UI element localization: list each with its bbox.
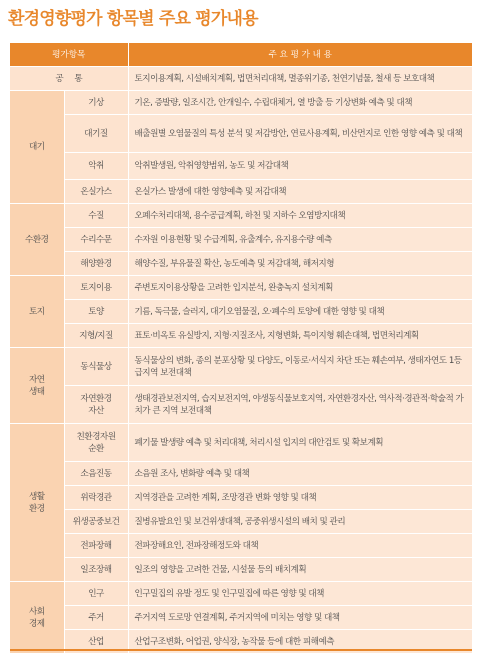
table-row <box>10 534 472 558</box>
content-cell: 질병유발요인 및 보건위생대책, 공중위생시설의 배치 및 관리 <box>128 510 472 534</box>
table-row <box>10 462 472 486</box>
table-row <box>10 115 472 153</box>
header-evaluation-item: 평가항목 <box>10 43 128 67</box>
common-content: 토지이용계획, 시설배치계획, 법면처리대책, 멸종위기종, 천연기념물, 철새 등 보호대책 <box>128 67 472 91</box>
table-row <box>10 582 472 606</box>
table-row <box>10 486 472 510</box>
table-row <box>10 386 472 424</box>
content-cell: 폐기물 발생량 예측 및 처리대책, 처리시설 입지의 대안검토 및 확보계획 <box>128 424 472 462</box>
content-cell: 동식물상의 변화, 종의 분포상황 및 다양도, 이동로·서식지 차단 또는 훼손여부, 생태자연도 1등급지역 보전대책 <box>128 348 472 386</box>
content-cell: 수자원 이용현황 및 수급계획, 유출계수, 유지용수량 예측 <box>128 228 472 252</box>
page-title: 환경영향평가 항목별 주요 평가내용 <box>8 9 258 29</box>
item-cell: 온실가스 <box>64 180 128 204</box>
content-cell: 악취발생원, 악취영향범위, 농도 및 저감대책 <box>128 153 472 180</box>
content-cell: 온실가스 발생에 대한 영향예측 및 저감대책 <box>128 180 472 204</box>
category-cell: 토지 <box>10 276 64 348</box>
header-main-content: 주 요 평 가 내 용 <box>128 43 472 67</box>
content-cell: 생태경관보전지역, 습지보전지역, 야생동식물보호지역, 자연환경자산, 역사적·경관적·학술적 가치가 큰 지역 보전대책 <box>128 386 472 424</box>
table-header-row <box>10 43 472 67</box>
content-cell: 해양수질, 부유물질 확산, 농도예측 및 저감대책, 해저지형 <box>128 252 472 276</box>
content-cell: 주변토지이용상황을 고려한 입지분석, 완충녹지 설치계획 <box>128 276 472 300</box>
content-cell: 오폐수처리대책, 용수공급계획, 하천 및 지하수 오염방지대책 <box>128 204 472 228</box>
table-row <box>10 204 472 228</box>
category-cell: 사회 경제 <box>10 582 64 654</box>
item-cell: 위생공중보건 <box>64 510 128 534</box>
item-cell: 자연환경 자산 <box>64 386 128 424</box>
category-cell: 수환경 <box>10 204 64 276</box>
common-label: 공 통 <box>10 67 128 91</box>
item-cell: 산업 <box>64 630 128 654</box>
content-cell: 주거지역 도로망 연결계획, 주거지역에 미치는 영향 및 대책 <box>128 606 472 630</box>
table-row <box>10 228 472 252</box>
content-cell: 지역경관을 고려한 계획, 조망경관 변화 영향 및 대책 <box>128 486 472 510</box>
table-row <box>10 276 472 300</box>
item-cell: 토양 <box>64 300 128 324</box>
category-cell: 생활 환경 <box>10 424 64 582</box>
item-cell: 일조장해 <box>64 558 128 582</box>
category-cell: 자연 생태 <box>10 348 64 424</box>
evaluation-table <box>10 43 472 654</box>
item-cell: 대기질 <box>64 115 128 153</box>
table-row <box>10 424 472 462</box>
item-cell: 수질 <box>64 204 128 228</box>
item-cell: 해양환경 <box>64 252 128 276</box>
table-row <box>10 153 472 180</box>
item-cell: 소음진동 <box>64 462 128 486</box>
table-row <box>10 510 472 534</box>
table-row <box>10 300 472 324</box>
table-row <box>10 324 472 348</box>
content-cell: 기온, 증발량, 일조시간, 안개일수, 수립대체거, 열 방출 등 기상변화 예측 및 대책 <box>128 91 472 115</box>
table-row-common <box>10 67 472 91</box>
content-cell: 배출원별 오염물질의 특성 분석 및 저감방안, 연료사용계획, 비산먼지로 인한 영향 예측 및 대책 <box>128 115 472 153</box>
table-row <box>10 348 472 386</box>
content-cell: 기름, 독극물, 슬러지, 대기오염물질, 오·폐수의 토양에 대한 영향 및 대책 <box>128 300 472 324</box>
item-cell: 위락경관 <box>64 486 128 510</box>
content-cell: 산업구조변화, 어업권, 양식장, 농작물 등에 대한 피해예측 <box>128 630 472 654</box>
item-cell: 악취 <box>64 153 128 180</box>
content-cell: 표토·비옥토 유실방지, 지형·지질조사, 지형변화, 특이지형 훼손대책, 법면처리계획 <box>128 324 472 348</box>
item-cell: 동식물상 <box>64 348 128 386</box>
item-cell: 주거 <box>64 606 128 630</box>
bottom-rule <box>10 649 472 651</box>
table-row <box>10 606 472 630</box>
item-cell: 전파장해 <box>64 534 128 558</box>
item-cell: 지형/지질 <box>64 324 128 348</box>
table-row <box>10 180 472 204</box>
table-row <box>10 558 472 582</box>
table-row <box>10 252 472 276</box>
content-cell: 일조의 영향을 고려한 건물, 시설물 등의 배치계획 <box>128 558 472 582</box>
content-cell: 인구밀집의 유발 정도 및 인구밀집에 따른 영향 및 대책 <box>128 582 472 606</box>
item-cell: 토지이용 <box>64 276 128 300</box>
item-cell: 수리수문 <box>64 228 128 252</box>
table-row <box>10 91 472 115</box>
item-cell: 기상 <box>64 91 128 115</box>
item-cell: 친환경자원 순환 <box>64 424 128 462</box>
category-cell: 대기 <box>10 91 64 204</box>
content-cell: 소음원 조사, 변화량 예측 및 대책 <box>128 462 472 486</box>
item-cell: 인구 <box>64 582 128 606</box>
content-cell: 전파장해요인, 전파장해정도와 대책 <box>128 534 472 558</box>
